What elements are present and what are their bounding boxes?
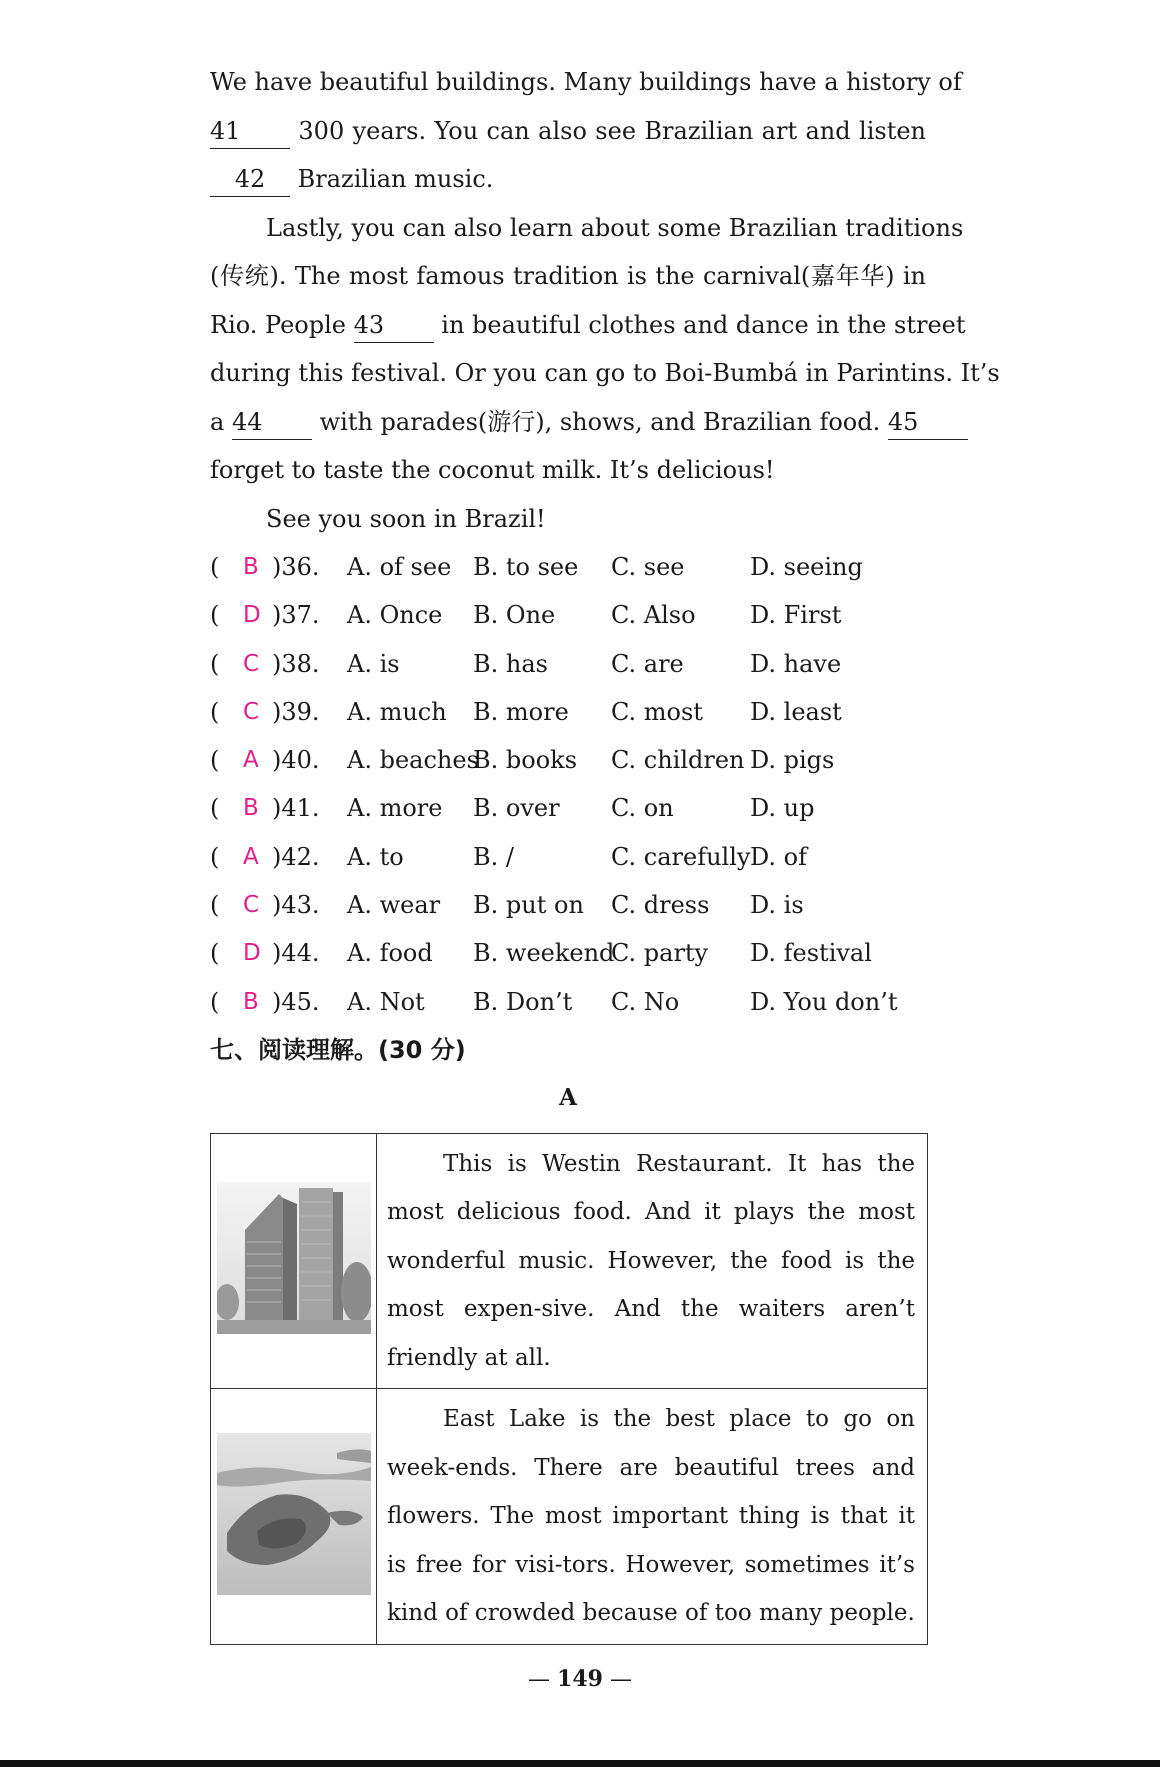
passage-line	[210, 107, 926, 156]
bottom-border	[0, 1760, 1160, 1767]
option-d: D. seeing	[750, 553, 863, 581]
open-paren: (	[210, 987, 220, 1016]
option-c: C. are	[611, 649, 684, 678]
passage-text: in beautiful clothes and dance in the street	[441, 310, 966, 339]
open-paren: (	[210, 746, 220, 775]
passage-text: 300 years. You can also see Brazilian art and listen	[298, 116, 926, 145]
option-d: D. of	[750, 842, 807, 871]
passage-line	[210, 155, 926, 204]
option-d: D. up	[750, 794, 815, 823]
answer-mark: C	[243, 892, 260, 919]
passage-text: with parades(游行), shows, and Brazilian food.	[319, 407, 881, 436]
reading-table	[210, 1133, 928, 1645]
option-d: D. You don’t	[750, 987, 898, 1016]
option-c: C. see	[611, 553, 685, 581]
option-b: B. books	[473, 746, 578, 775]
question-row	[210, 736, 926, 784]
open-paren: (	[210, 649, 220, 678]
page-footer: — 149 —	[528, 1666, 632, 1692]
westin-description: This is Westin Restaurant. It has the most delicious food. And it plays the most wonderful music. However, the food is the most expen-sive. And the waiters aren’t friendly at all.	[387, 1150, 915, 1371]
option-d: D. First	[750, 601, 842, 630]
passage-line	[210, 349, 1000, 398]
option-b: B. Don’t	[473, 987, 573, 1016]
option-a: A. of see	[347, 553, 452, 581]
answer-mark: A	[243, 843, 259, 870]
option-b: B. One	[473, 601, 556, 630]
table-row	[211, 1133, 928, 1389]
question-number: )37.	[272, 601, 320, 630]
open-paren: (	[210, 891, 220, 920]
question-number: )43.	[272, 891, 320, 920]
question-number: )42.	[272, 842, 320, 871]
option-d: D. festival	[750, 939, 872, 968]
option-a: A. food	[347, 939, 433, 968]
option-c: C. party	[611, 939, 709, 968]
option-c: C. carefully	[611, 842, 751, 871]
question-row	[210, 833, 926, 881]
question-number: )41.	[272, 794, 320, 823]
question-number: )36.	[272, 553, 320, 581]
option-b: B. /	[473, 842, 514, 871]
option-a: A. much	[347, 697, 447, 726]
option-d: D. least	[750, 697, 842, 726]
answer-mark: D	[243, 940, 261, 967]
blank-45: 45	[888, 405, 968, 440]
open-paren: (	[210, 697, 220, 726]
worksheet-page	[210, 58, 1000, 1645]
option-a: A. Once	[347, 601, 443, 630]
passage-text: (传统). The most famous tradition is the carnival(嘉年华) in	[210, 262, 926, 290]
question-row	[210, 543, 926, 591]
question-number: )40.	[272, 746, 320, 775]
option-b: B. more	[473, 697, 569, 726]
text-cell	[377, 1133, 928, 1389]
lake-photo	[217, 1433, 371, 1595]
passage-text: We have beautiful buildings. Many buildings have a history of	[210, 68, 962, 96]
open-paren: (	[210, 553, 220, 581]
question-row	[210, 881, 926, 929]
blank-41: 41	[210, 114, 290, 149]
building-photo	[217, 1182, 371, 1334]
image-cell	[211, 1389, 377, 1645]
answer-mark: C	[243, 650, 260, 677]
passage-text: Lastly, you can also learn about some Brazilian traditions	[266, 213, 964, 242]
question-row	[210, 640, 926, 688]
image-cell	[211, 1133, 377, 1389]
east-lake-description: East Lake is the best place to go on week-ends. There are beautiful trees and flowers. The most important thing is that it is free for visi-tors. However, sometimes it’s kind of crowded because of too many people.	[387, 1406, 915, 1627]
page-number: 149	[557, 1666, 603, 1692]
option-c: C. on	[611, 794, 674, 823]
option-a: A. more	[347, 794, 443, 823]
option-c: C. No	[611, 987, 680, 1016]
passage-line	[210, 446, 926, 495]
open-paren: (	[210, 842, 220, 871]
question-row	[210, 978, 926, 1026]
option-b: B. weekend	[473, 939, 615, 968]
subsection-label: A	[559, 1083, 577, 1111]
blank-43: 43	[354, 308, 434, 343]
passage-text: forget to taste the coconut milk. It’s delicious!	[210, 456, 775, 484]
question-list	[210, 543, 926, 1026]
question-number: )45.	[272, 987, 320, 1016]
option-a: A. wear	[347, 891, 441, 920]
table-row	[211, 1389, 928, 1645]
passage-line	[210, 301, 966, 350]
question-row	[210, 591, 926, 639]
question-row	[210, 784, 926, 832]
option-c: C. most	[611, 697, 703, 726]
passage-text: Brazilian music.	[297, 165, 494, 193]
option-a: A. Not	[347, 987, 425, 1016]
passage-line	[210, 252, 926, 301]
question-row	[210, 929, 926, 977]
question-number: )44.	[272, 939, 320, 968]
answer-mark: C	[243, 698, 260, 725]
text-cell	[377, 1389, 928, 1645]
option-b: B. put on	[473, 891, 584, 920]
answer-mark: D	[243, 602, 261, 629]
passage-text: a	[210, 407, 225, 436]
passage-line	[210, 58, 962, 107]
question-number: )39.	[272, 697, 320, 726]
answer-mark: B	[243, 554, 259, 580]
passage-text: See you soon in Brazil!	[266, 504, 546, 533]
answer-mark: A	[243, 747, 259, 774]
open-paren: (	[210, 794, 220, 823]
option-d: D. pigs	[750, 746, 835, 775]
blank-44: 44	[232, 405, 312, 440]
passage-line	[210, 204, 964, 253]
section-title: 七、阅读理解。(30 分)	[210, 1035, 466, 1064]
option-b: B. to see	[473, 553, 579, 581]
option-a: A. beaches	[347, 746, 479, 775]
option-a: A. is	[347, 649, 400, 678]
open-paren: (	[210, 939, 220, 968]
passage-text: during this festival. Or you can go to Boi-Bumbá in Parintins. It’s	[210, 359, 1000, 387]
option-d: D. is	[750, 891, 804, 920]
answer-mark: B	[243, 795, 259, 822]
passage-line	[210, 398, 926, 447]
passage-text: Rio. People	[210, 310, 346, 339]
option-b: B. has	[473, 649, 548, 678]
answer-mark: B	[243, 988, 259, 1015]
question-row	[210, 688, 926, 736]
option-b: B. over	[473, 794, 560, 823]
option-a: A. to	[347, 842, 404, 871]
option-c: C. dress	[611, 891, 710, 920]
open-paren: (	[210, 601, 220, 630]
option-d: D. have	[750, 649, 842, 678]
blank-42: 42	[210, 162, 290, 197]
option-c: C. Also	[611, 601, 696, 630]
option-c: C. children	[611, 746, 745, 775]
question-number: )38.	[272, 649, 320, 678]
passage-line	[210, 495, 926, 544]
